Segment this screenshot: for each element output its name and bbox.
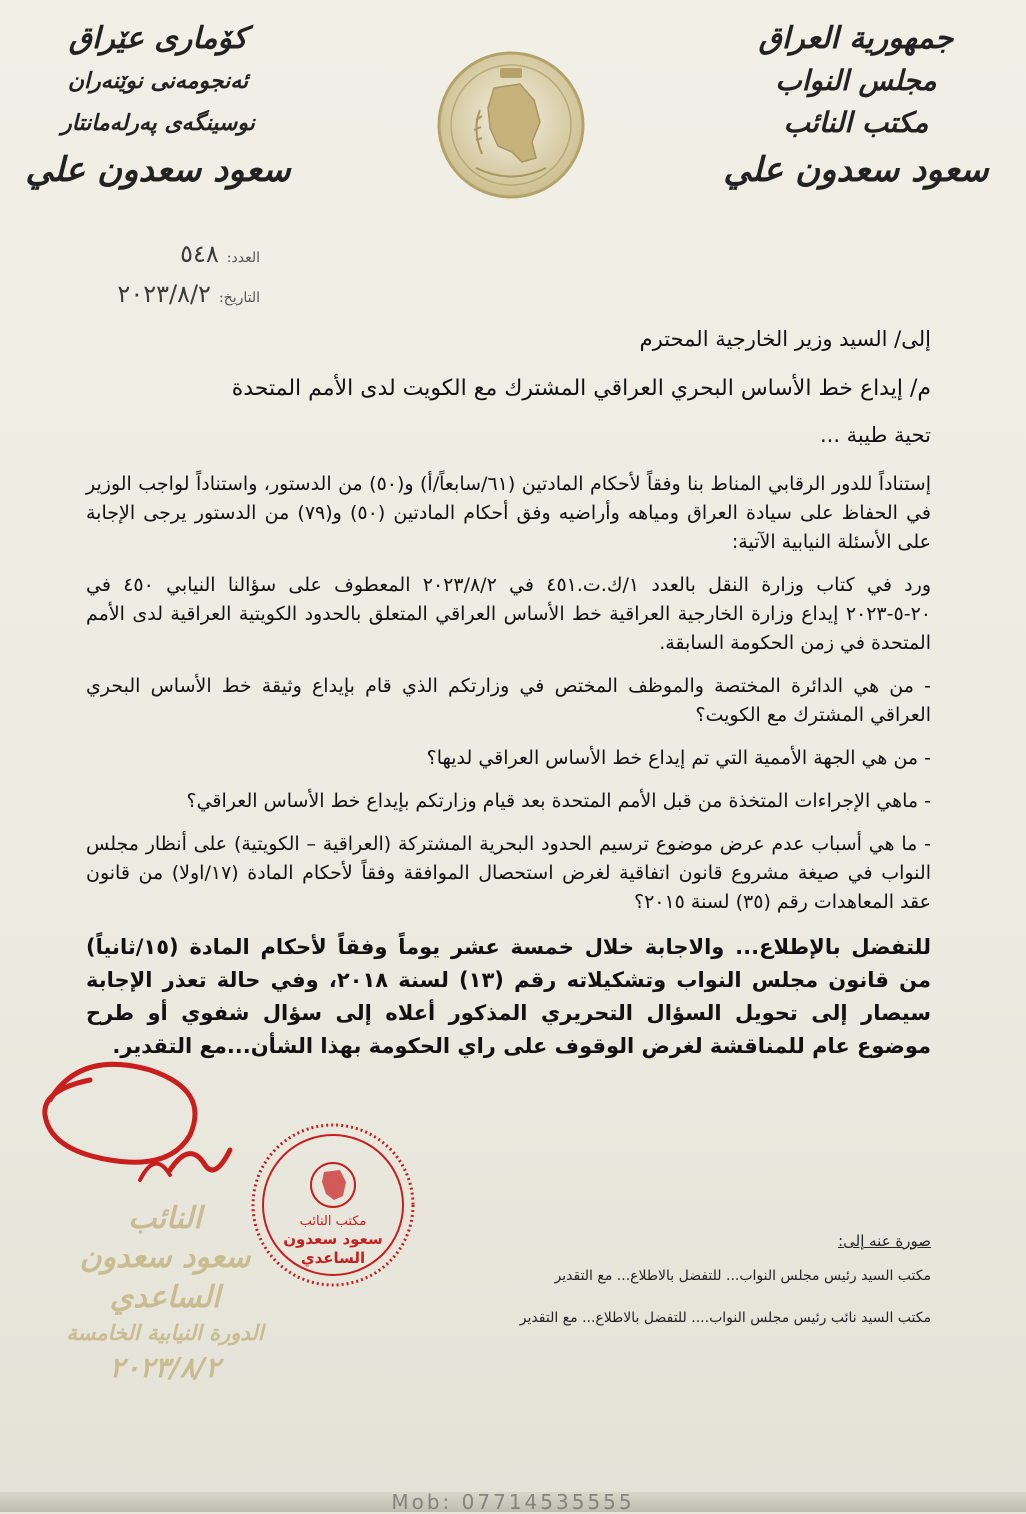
- question-4: - ما هي أسباب عدم عرض موضوع ترسيم الحدود البحرية المشتركة (العراقية – الكويتية) على أنظار مجلس النواب في صيغة مشروع قانون اتفاقية لغرض استحصال الموافقة وفقاً لأحكام المادة (١٧/اولا) من قانون عقد المعاهدات رقم (٣٥) لسنة ٢٠١٥؟: [86, 833, 931, 913]
- header-ku-country: كۆماری عێراق: [68, 21, 248, 56]
- stamp-line-2: سعود سعدون: [283, 1230, 383, 1248]
- date-label: التاريخ:: [218, 290, 260, 306]
- footer-mobile: Mob: 07714535555: [391, 1490, 635, 1514]
- header-ar-name: سعود سعدون علي: [723, 150, 989, 190]
- question-3: - ماهي الإجراءات المتخذة من قبل الأمم المتحدة بعد قيام وزارتكم بإيداع خط الأساس العراقي؟: [186, 790, 931, 812]
- date-value: ٢٠٢٣/٨/٢: [117, 280, 211, 308]
- copies-title: صورة عنه إلى:: [838, 1232, 931, 1250]
- arabic-letterhead: [706, 18, 1006, 196]
- reference-paragraph: ورد في كتاب وزارة النقل بالعدد ١/ك.ت.٤٥١ في ٢٠٢٣/٨/٢ المعطوف على سؤالنا النيابي ٤٥٠ في ٢٠-٥-٢٠٢٣ إيداع وزارة الخارجية العراقية خط الأساس العراقي المتعلق بالحدود الكويتية العراقية لدى الأمم المتحدة في زمن الحكومة السابقة.: [86, 574, 931, 654]
- header-ku-name: سعود سعدون علي: [25, 150, 291, 190]
- header-ar-office: مكتب النائب: [783, 106, 929, 139]
- mp-session: الدورة النيابية الخامسة: [66, 1320, 264, 1345]
- parliament-emblem-icon: [436, 50, 586, 200]
- reference-number-row: [20, 240, 260, 280]
- header-ku-office: نوسینگەی پەرلەمانتار: [61, 110, 255, 136]
- recipient-line: إلى/ السيد وزير الخارجية المحترم: [639, 327, 931, 351]
- greeting: تحية طيبة ...: [819, 423, 931, 447]
- mp-title: النائب: [128, 1201, 202, 1236]
- header-ar-country: جمهورية العراق: [758, 21, 954, 56]
- mp-date: ٢٠٢٣/٨/٢: [109, 1351, 221, 1384]
- copies-block: [371, 1232, 931, 1350]
- subject-line: م/ إيداع خط الأساس البحري العراقي المشترك مع الكويت لدى الأمم المتحدة: [231, 376, 931, 401]
- red-signature-icon: [20, 1040, 240, 1190]
- copy-item-1: مكتب السيد رئيس مجلس النواب... للتفضل بالاطلاع... مع التقدير: [554, 1268, 931, 1284]
- stamp-line-1: مكتب النائب: [299, 1214, 367, 1229]
- reference-block: [20, 240, 260, 320]
- header-ku-parliament: ئەنجومەنی نوێنەران: [67, 68, 249, 94]
- number-label: العدد:: [226, 250, 260, 266]
- intro-paragraph: إستناداً للدور الرقابي المناط بنا وفقاً لأحكام المادتين (٦١/سابعاً/أ) و(٥٠) من الدستور، واستناداً لواجب الوزير في الحفاظ على سيادة العراق ومياهه وأراضيه وفق أحكام المادتين (٥٠) و(٧٩) من الدستور يرجى الإجابة على الأسئلة النيابية الآتية:: [86, 473, 931, 553]
- letter-body: [86, 325, 931, 1077]
- header-ar-parliament: مجلس النواب: [775, 64, 937, 97]
- copy-item-2: مكتب السيد نائب رئيس مجلس النواب.... للتفضل بالاطلاع... مع التقدير: [519, 1310, 931, 1326]
- question-1: - من هي الدائرة المختصة والموظف المختص في وزارتكم الذي قام بإيداع وثيقة خط الأساس البحري العراقي المشترك مع الكويت؟: [86, 675, 931, 726]
- question-2: - من هي الجهة الأممية التي تم إيداع خط الأساس العراقي لديها؟: [426, 747, 931, 769]
- reference-date-row: [20, 280, 260, 320]
- mp-name: سعود سعدون الساعدي: [79, 1240, 251, 1315]
- stamp-line-3: الساعدي: [300, 1249, 366, 1267]
- kurdish-letterhead: [8, 18, 308, 196]
- closing-paragraph: للتفضل بالإطلاع... والاجابة خلال خمسة عشر يوماً وفقاً لأحكام المادة (١٥/ثانياً) من قانون مجلس النواب وتشكيلاته رقم (١٣) لسنة ٢٠١٨، وفي حالة تعذر الإجابة سيصار إلى تحويل السؤال التحريري المذكور أعلاه إلى سؤال شفوي أو طرح موضوع عام للمناقشة لغرض الوقوف على راي الحكومة بهذا الشأن...مع التقدير.: [86, 935, 931, 1058]
- footer-bar: [0, 1492, 1026, 1512]
- number-value: ٥٤٨: [180, 240, 219, 268]
